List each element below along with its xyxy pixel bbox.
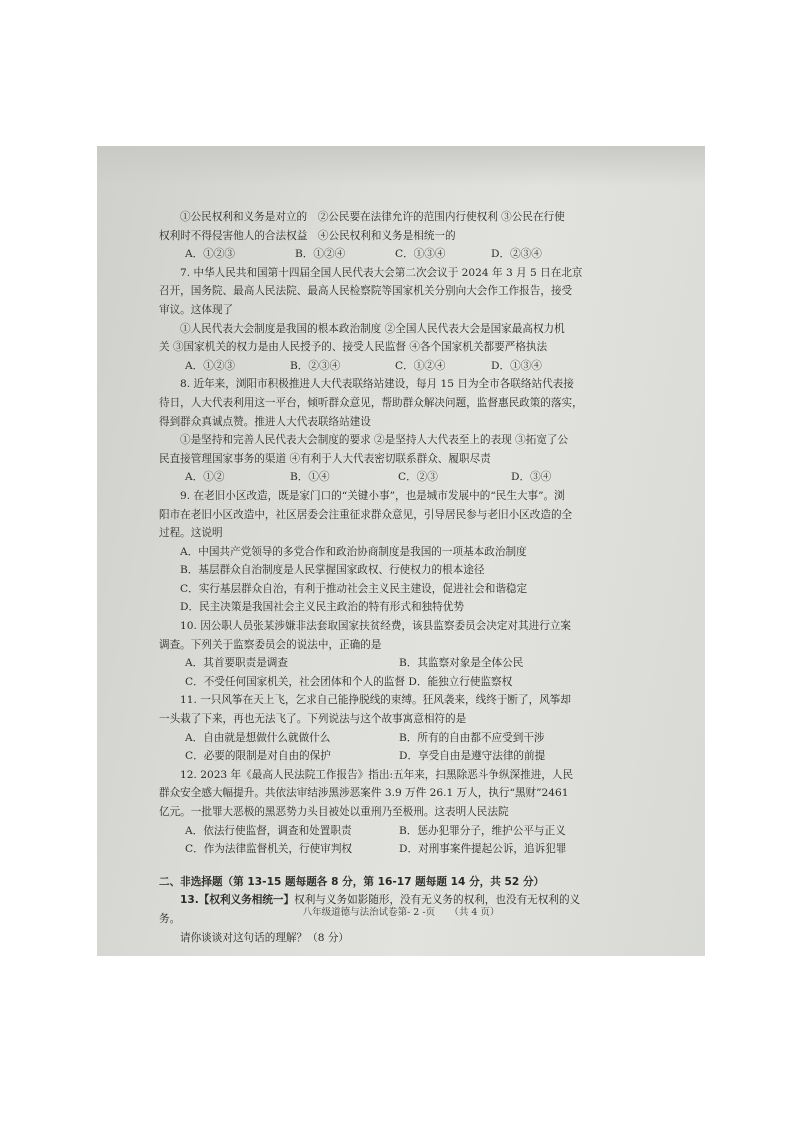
option-d: D．对刑事案件提起公诉，追诉犯罪	[399, 843, 567, 856]
question-9-stem: 9. 在老旧小区改造，既是家门口的“关键小事”，也是城市发展中的“民生大事”。浏	[180, 489, 565, 502]
text-line: 务。	[159, 912, 181, 925]
question-10-stem: 10. 因公职人员张某涉嫌非法套取国家扶贫经费，该县监察委员会决定对其进行立案	[180, 620, 571, 633]
option-b: B．①④	[290, 471, 330, 484]
text-line: 待日，人大代表利用这一平台，倾听群众意见，帮助群众解决问题，监督惠民政策的落实，	[159, 396, 583, 409]
option-c: C．实行基层群众自治，有利于推动社会主义民主建设，促进社会和谐稳定	[180, 582, 528, 595]
option-a: A．自由就是想做什么就做什么	[185, 731, 331, 744]
question-7-stem: 7. 中华人民共和国第十四届全国人民代表大会第二次会议于 2024 年 3 月 5 日在北京	[180, 266, 583, 279]
q8-options	[159, 468, 663, 487]
text-line: 召开，国务院、最高人民法院、最高人民检察院等国家机关分别向大会作工作报告，接受	[159, 285, 573, 298]
option-b: B．惩办犯罪分子，维护公平与正义	[399, 824, 566, 837]
option-d: D．能独立行使监察权	[408, 675, 513, 688]
option-c: C．必要的限制是对自由的保护	[185, 750, 331, 763]
option-d: D．民主决策是我国社会主义民主政治的特有形式和独特优势	[180, 601, 464, 614]
option-a: A．①②③	[185, 359, 236, 372]
q10-options-row	[159, 654, 663, 673]
text-line: ①人民代表大会制度是我国的根本政治制度 ②全国人民代表大会是国家最高权力机	[180, 322, 565, 335]
q11-options-row	[159, 747, 663, 766]
text-line: ①公民权利和义务是对立的 ②公民要在法律允许的范围内行使权利 ③公民在行使	[180, 211, 565, 223]
question-12-stem: 12. 2023 年《最高人民法院工作报告》指出:五年来，扫黑除恶斗争纵深推进，人民	[180, 768, 574, 781]
q6-options	[159, 245, 663, 264]
text-line: 关 ③国家机关的权力是由人民授予的、接受人民监督 ④各个国家机关都要严格执法	[159, 341, 548, 354]
q11-options-row	[159, 729, 663, 748]
option-b: B．基层群众自治制度是人民掌握国家政权、行使权力的根本途径	[180, 564, 485, 577]
text-line: 过程。这说明	[159, 527, 223, 540]
option-d: D．①③④	[491, 359, 542, 372]
q10-options-row	[159, 673, 663, 692]
question-13-tag: 13.【权利义务相统一】	[180, 894, 295, 907]
text-line: 调查。下列关于监察委员会的说法中，正确的是	[159, 638, 382, 651]
q12-options-row	[159, 840, 663, 859]
text-line: 亿元。一批罪大恶极的黑恶势力头目被处以重刑乃至极刑。这表明人民法院	[159, 806, 509, 818]
text-line: 一头栽了下来，再也无法飞了。下列说法与这个故事寓意相符的是	[159, 713, 467, 726]
option-b: B．①②④	[295, 248, 346, 261]
question-8-stem: 8. 近年来，浏阳市积极推进人大代表联络站建设，每月 15 日为全市各联络站代表接	[180, 378, 574, 391]
text-line: 群众安全感大幅提升。共依法审结涉黑涉恶案件 3.9 万件 26.1 万人，执行“黑财”2461	[159, 787, 569, 800]
option-c: C．①③④	[395, 248, 446, 261]
q12-options-row	[159, 822, 663, 841]
option-c: C．不受任何国家机关，社会团体和个人的监督	[185, 675, 405, 688]
exam-page-content	[97, 146, 705, 956]
option-d: D．③④	[511, 471, 552, 484]
q7-options	[159, 357, 663, 376]
option-c: C．作为法律监督机关，行使审判权	[185, 843, 353, 856]
option-a: A．中国共产党领导的多党合作和政治协商制度是我国的一项基本政治制度	[180, 545, 527, 558]
question-13-text: 权利与义务如影随形，没有无义务的权利，也没有无权利的义	[294, 894, 581, 907]
option-a: A．依法行使监督，调查和处置职责	[185, 824, 352, 837]
option-b: B．②③④	[290, 359, 341, 372]
option-c: C．②③	[398, 471, 438, 484]
option-c: C．①②④	[395, 359, 446, 372]
text-line: ①是坚持和完善人民代表大会制度的要求 ②是坚持人大代表至上的表现 ③拓宽了公	[180, 434, 569, 447]
text-line: 权利时不得侵害他人的合法权益 ④公民权利和义务是相统一的	[159, 229, 456, 242]
option-b: B．所有的自由都不应受到干涉	[399, 731, 545, 744]
option-d: D．②③④	[491, 248, 542, 261]
question-13-prompt: 请你谈谈对这句话的理解？（8 分）	[180, 931, 350, 944]
option-d: D．享受自由是遵守法律的前提	[399, 750, 546, 763]
photographed-exam-sheet	[97, 146, 705, 956]
question-11-stem: 11. 一只风筝在天上飞，乞求自己能挣脱线的束缚。狂风袭来，线终于断了，风筝却	[180, 694, 571, 707]
text-line: 审议。这体现了	[159, 303, 234, 316]
text-line: 得到群众真诚点赞。推进人大代表联络站建设	[159, 415, 371, 428]
text-line: 民直接管理国家事务的渠道 ④有利于人大代表密切联系群众、履职尽责	[159, 452, 491, 465]
section-heading: 二、非选择题（第 13-15 题每题各 8 分，第 16-17 题每题 14 分，共 52 分）	[159, 875, 545, 888]
option-a: A．①②	[185, 471, 225, 484]
option-a: A．其首要职责是调查	[185, 657, 288, 670]
text-line: 阳市在老旧小区改造中，社区居委会注重征求群众意见，引导居民参与老旧小区改造的全	[159, 508, 573, 521]
option-a: A．①②③	[185, 248, 236, 261]
page-footer: 八年级道德与法治试卷第- 2 -页 （共 4 页）	[302, 907, 500, 918]
option-b: B．其监察对象是全体公民	[399, 657, 524, 670]
